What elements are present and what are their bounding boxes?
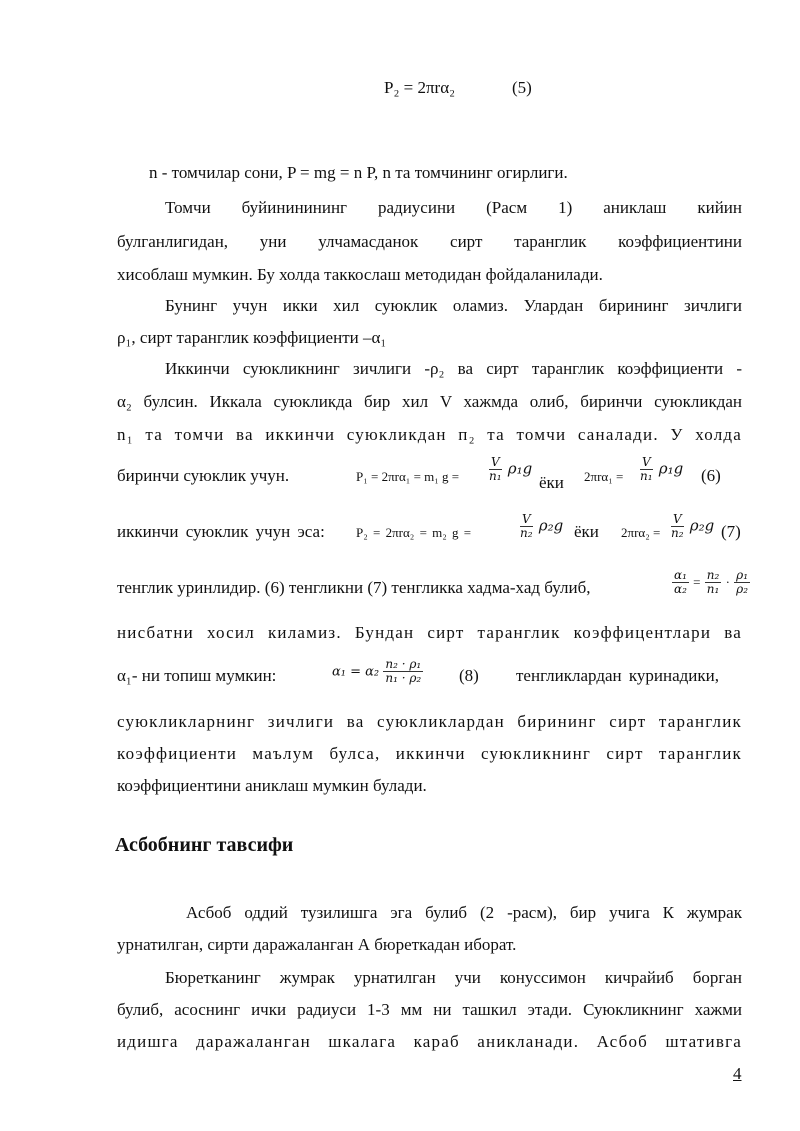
fraction-numerator: V bbox=[641, 455, 651, 469]
paragraph-line: Бунинг учун икки хил суюклик оламиз. Улардан бирининг зичлиги bbox=[165, 296, 742, 315]
fraction-denominator: n₁ bbox=[640, 469, 653, 483]
fraction-numerator: n₂ bbox=[706, 568, 720, 582]
equation-6-fraction bbox=[487, 456, 532, 483]
fraction-numerator: n₂ · ρ₁ bbox=[385, 657, 422, 671]
equation-8-number: (8) bbox=[459, 666, 479, 685]
ratio-formula bbox=[672, 569, 750, 596]
equation-5-number: (5) bbox=[512, 78, 532, 97]
equation-5 bbox=[384, 78, 455, 98]
paragraph-line: коэффициентини аниклаш мумкин булади. bbox=[117, 776, 427, 795]
paragraph-line: Бюретканинг жумрак урнатилган учи конуссимон кичрайиб борган bbox=[165, 968, 742, 987]
paragraph-line: суюкликларнинг зичлиги ва суюкликлардан бирининг сирт таранглик bbox=[117, 712, 742, 731]
equation-5-text: P₂ = 2πrα₂ bbox=[384, 78, 456, 97]
paragraph-line: урнатилган, сирти даражаланган А бюреткадан иборат. bbox=[117, 935, 517, 954]
paragraph-line: Асбоб оддий тузилишга эга булиб (2 -расм), бир учига К жумрак bbox=[186, 903, 742, 922]
equation-7-lead: иккинчи суюклик учун эса: bbox=[117, 522, 325, 541]
paragraph-line: коэффициенти маълум булса, иккинчи суюкликнинг сирт таранглик bbox=[117, 744, 742, 763]
fraction-denominator: n₁ bbox=[706, 582, 720, 596]
paragraph-line: булиб, асоснинг ички радиуси 1-3 мм ни ташкил этади. Суюкликнинг хажми bbox=[117, 1000, 742, 1019]
equals-sign: = bbox=[693, 574, 701, 590]
density-term: ρ₁g bbox=[658, 459, 684, 478]
paragraph-line: Иккинчи суюкликнинг зичлиги -ρ₂ ва сирт таранглик коэффициенти - bbox=[165, 359, 742, 378]
page-number: 4 bbox=[733, 1064, 742, 1083]
density-term: ρ₂g bbox=[538, 516, 564, 535]
equation-7-lhs: P₂ = 2πrα₂ = m₂ g = bbox=[356, 525, 472, 540]
equation-7-lhs2: 2πrα₂ = bbox=[621, 525, 661, 540]
paragraph-line: идишга даражаланган шкалага караб аникланади. Асбоб штативга bbox=[117, 1032, 742, 1051]
paragraph-line: хисоблаш мумкин. Бу холда таккослаш методидан фойдаланилади. bbox=[117, 265, 603, 284]
paragraph-line: α₂ булсин. Иккала суюкликда бир хил V хажмда олиб, биринчи суюкликдан bbox=[117, 392, 742, 411]
paragraph-line: нисбатни хосил киламиз. Бундан сирт таранглик коэффицентлари ва bbox=[117, 623, 742, 642]
equation-8-formula bbox=[332, 658, 423, 685]
equation-8-tail: тенгликлардан куринадики, bbox=[516, 666, 719, 685]
density-term: ρ₁g bbox=[507, 459, 533, 478]
fraction-denominator: α₂ bbox=[674, 582, 687, 596]
dot-sign: · bbox=[725, 574, 730, 590]
fraction-denominator: n₁ bbox=[489, 469, 502, 483]
paragraph-line: Томчи буйининининг радиусини (Расм 1) аниклаш кийин bbox=[165, 198, 742, 217]
equation-7-number: (7) bbox=[721, 522, 741, 541]
equation-8-lead: α₁- ни топиш мумкин: bbox=[117, 666, 277, 685]
section-heading: Асбобнинг тавсифи bbox=[115, 834, 294, 856]
equation-7-or: ёки bbox=[574, 522, 599, 541]
ratio-lead: тенглик уринлидир. (6) тенгликни (7) тенгликка хадма-хад булиб, bbox=[117, 578, 591, 597]
equation-6-lhs: P₁ = 2πrα₁ = m₁ g = bbox=[356, 469, 460, 484]
equation-8-lhs: α₁ = α₂ bbox=[332, 664, 380, 680]
density-term: ρ₂g bbox=[689, 516, 715, 535]
fraction-numerator: V bbox=[490, 455, 500, 469]
fraction-numerator: ρ₁ bbox=[736, 568, 749, 582]
fraction-denominator: n₂ bbox=[671, 526, 684, 540]
equation-6-lead: биринчи суюклик учун. bbox=[117, 466, 290, 485]
equation-6-lhs2: 2πrα₁ = bbox=[584, 469, 624, 484]
fraction-numerator: V bbox=[521, 512, 531, 526]
fraction-numerator: α₁ bbox=[674, 568, 687, 582]
paragraph-line: n₁ та томчи ва иккинчи суюкликдан п₂ та томчи саналади. У холда bbox=[117, 425, 742, 444]
fraction-denominator: n₁ · ρ₂ bbox=[385, 671, 422, 685]
paragraph-definitions: n - томчилар сони, P = mg = n P, n та томчининг огирлиги. bbox=[149, 163, 568, 182]
equation-7-fraction-2 bbox=[669, 513, 714, 540]
equation-7-fraction bbox=[518, 513, 563, 540]
equation-6-number: (6) bbox=[701, 466, 721, 485]
paragraph-line: ρ₁, сирт таранглик коэффициенти –α₁ bbox=[117, 328, 387, 347]
fraction-denominator: ρ₂ bbox=[736, 582, 749, 596]
fraction-denominator: n₂ bbox=[520, 526, 533, 540]
paragraph-line: булганлигидан, уни улчамасданок сирт таранглик коэффициентини bbox=[117, 232, 742, 251]
fraction-numerator: V bbox=[672, 512, 682, 526]
equation-6-fraction-2 bbox=[638, 456, 683, 483]
equation-6-or: ёки bbox=[539, 473, 564, 492]
